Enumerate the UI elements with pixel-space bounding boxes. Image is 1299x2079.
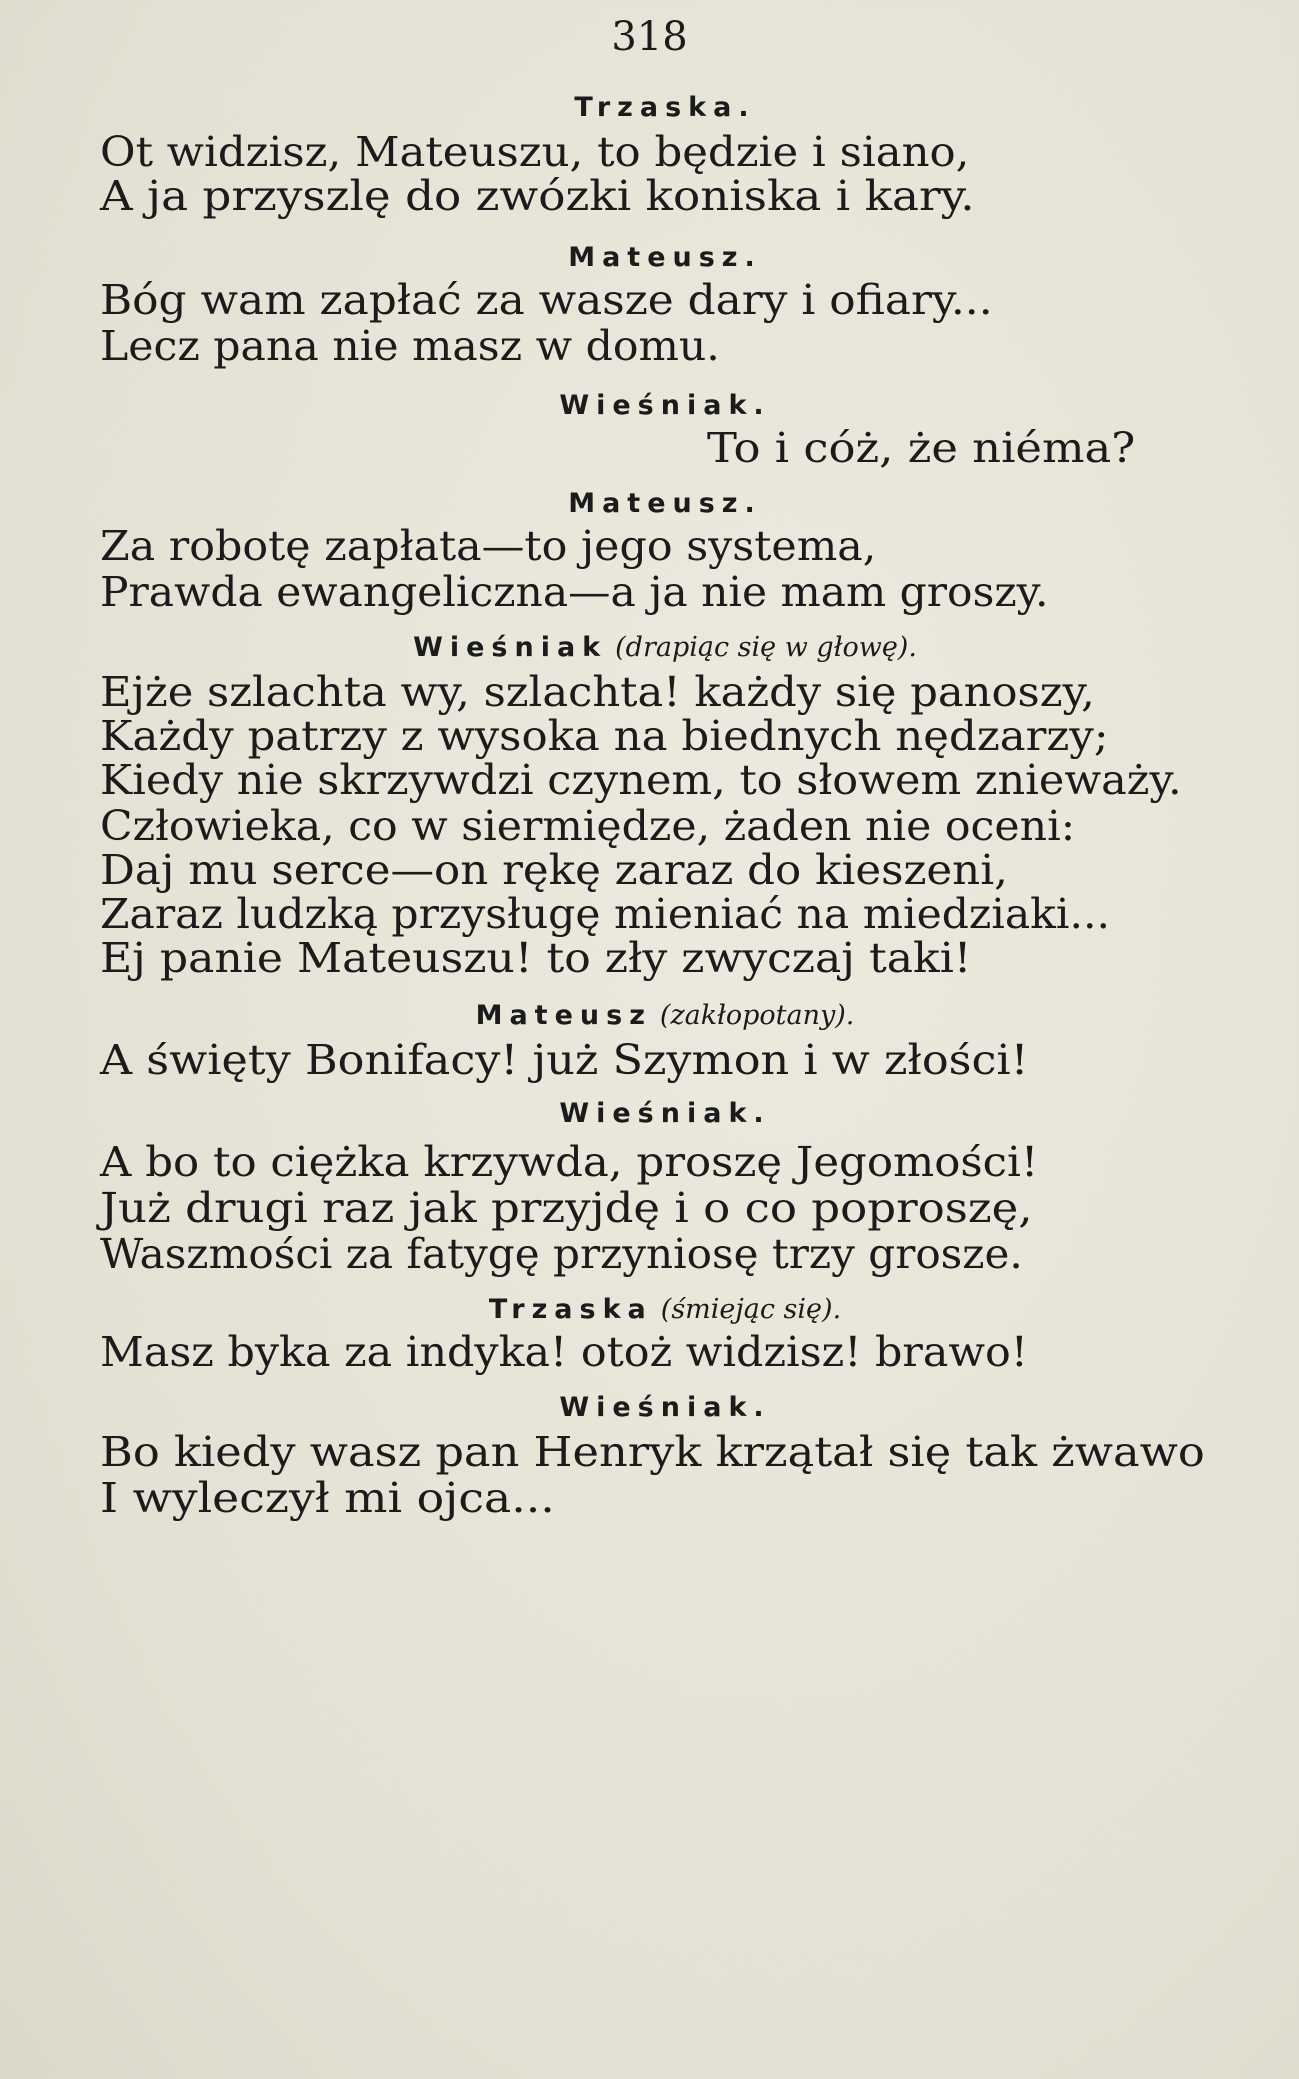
verse-line: Zaraz ludzką przysługę mieniać na miedziaki...	[100, 890, 1110, 938]
speaker-name: Trzaska.	[574, 92, 756, 123]
verse-line: Prawda ewangeliczna—a ja nie mam groszy.	[100, 568, 1049, 616]
verse-line: Człowieka, co w siermiędze, żaden nie oceni:	[100, 802, 1076, 850]
verse-line: A ja przyszlę do zwózki koniska i kary.	[100, 172, 975, 220]
verse-line: I wyleczył mi ojca...	[100, 1474, 555, 1522]
verse-line: Ej panie Mateuszu! to zły zwyczaj taki!	[100, 934, 972, 982]
verse-line: A święty Bonifacy! już Szymon i w złości!	[100, 1036, 1029, 1084]
verse-line: Lecz pana nie masz w domu.	[100, 322, 720, 370]
verse-line: Już drugi raz jak przyjdę i o co poproszę,	[100, 1184, 1033, 1232]
speaker-name: Wieśniak.	[559, 390, 771, 421]
verse-line: Waszmości za fatygę przyniosę trzy grosze.	[100, 1230, 1023, 1278]
page-number: 318	[611, 14, 688, 60]
speaker-name: Trzaska (śmiejąc się).	[488, 1294, 842, 1325]
verse-line: Ot widzisz, Mateuszu, to będzie i siano,	[100, 128, 970, 176]
verse-line: A bo to ciężka krzywda, proszę Jegomości!	[100, 1138, 1039, 1186]
verse-line: Bo kiedy wasz pan Henryk krzątał się tak żwawo	[100, 1428, 1205, 1476]
speaker-name: Wieśniak.	[559, 1392, 771, 1423]
verse-line: Ejże szlachta wy, szlachta! każdy się panoszy,	[100, 668, 1095, 716]
verse-line: Za robotę zapłata—to jego systema,	[100, 522, 877, 570]
verse-line: Kiedy nie skrzywdzi czynem, to słowem znieważy.	[100, 756, 1182, 804]
verse-line: Daj mu serce—on rękę zaraz do kieszeni,	[100, 846, 1009, 894]
verse-line: Masz byka za indyka! otoż widzisz! brawo!	[100, 1328, 1028, 1376]
speaker-name: Mateusz (zakłopotany).	[475, 1000, 855, 1031]
stage-direction: (śmiejąc się).	[660, 1294, 842, 1325]
speaker-name: Wieśniak.	[559, 1098, 771, 1129]
verse-line: Bóg wam zapłać za wasze dary i ofiary...	[100, 276, 993, 324]
speaker-name: Mateusz.	[568, 488, 762, 519]
verse-line: To i cóż, że niéma?	[707, 424, 1136, 472]
speaker-name: Wieśniak (drapiąc się w głowę).	[413, 632, 917, 663]
speaker-name: Mateusz.	[568, 242, 762, 273]
stage-direction: (zakłopotany).	[659, 1000, 855, 1031]
verse-line: Każdy patrzy z wysoka na biednych nędzarzy;	[100, 712, 1109, 760]
stage-direction: (drapiąc się w głowę).	[615, 632, 917, 663]
